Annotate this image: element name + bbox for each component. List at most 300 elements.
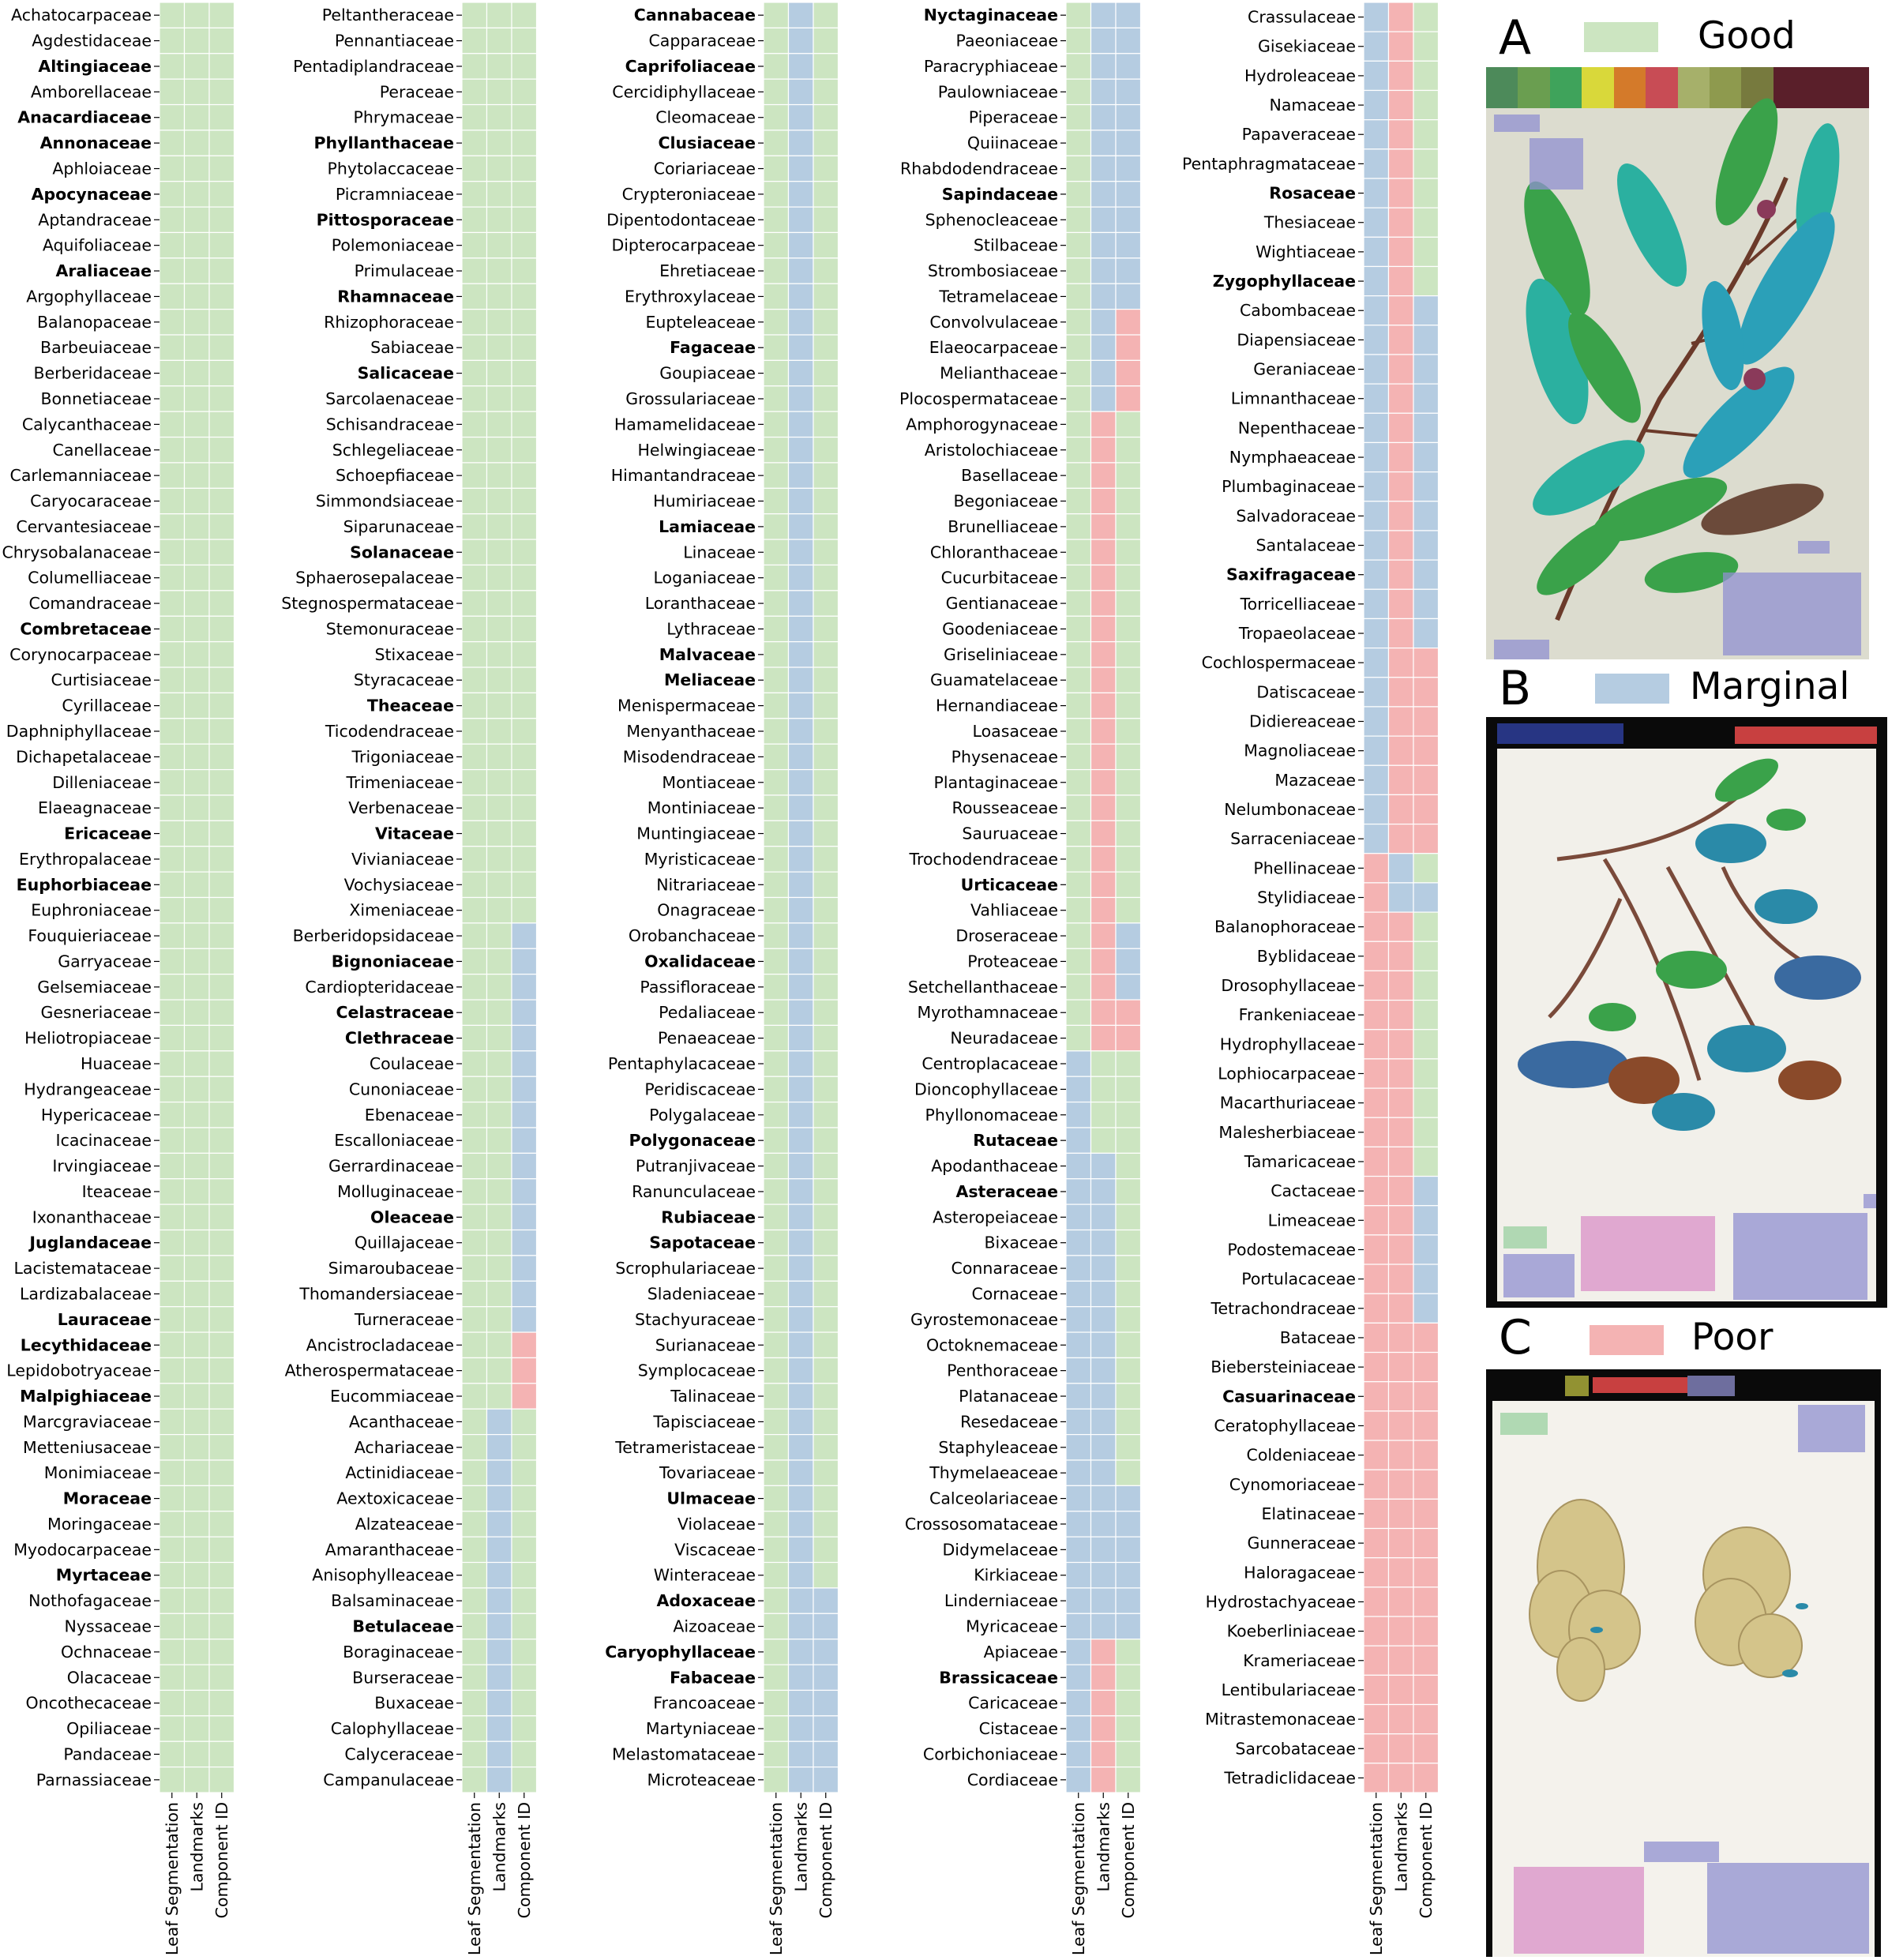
- heatmap-cell: [1364, 971, 1389, 1000]
- heatmap-cell: [512, 283, 537, 309]
- y-tick-label: Centroplacaceae: [921, 1054, 1058, 1074]
- heatmap-cell: [1413, 560, 1439, 589]
- heatmap-cell: [462, 642, 487, 667]
- y-tick-label: Gerrardinaceae: [328, 1156, 454, 1176]
- heatmap-cell: [1389, 1088, 1414, 1117]
- heatmap-cell: [1389, 325, 1414, 355]
- heatmap-cell: [1091, 847, 1117, 872]
- y-tick-label: Phytolaccaceae: [327, 159, 454, 178]
- heatmap-cell: [185, 1204, 210, 1230]
- heatmap-cell: [487, 539, 512, 565]
- heatmap-cell: [764, 2, 789, 28]
- heatmap-cell: [789, 360, 814, 385]
- heatmap-cell: [487, 693, 512, 718]
- heatmap-cell: [813, 1716, 839, 1741]
- heatmap-cell: [209, 386, 235, 411]
- heatmap-cell: [1091, 1000, 1117, 1025]
- heatmap-cell: [1413, 1705, 1439, 1734]
- heatmap-cell: [1389, 1646, 1414, 1675]
- heatmap-cell: [462, 488, 487, 513]
- y-tick-label: Ticodendraceae: [325, 721, 454, 741]
- heatmap-cell: [185, 667, 210, 693]
- heatmap-cell: [462, 820, 487, 846]
- y-tick-label: Goupiaceae: [659, 363, 756, 383]
- y-tick-label: Anacardiaceae: [17, 107, 152, 127]
- heatmap-cell: [209, 232, 235, 257]
- y-tick-label: Stylidiaceae: [1257, 888, 1356, 907]
- heatmap-cell: [512, 616, 537, 641]
- heatmap-cell: [1091, 1511, 1117, 1537]
- y-tick-label: Lophiocarpaceae: [1218, 1064, 1356, 1083]
- y-tick-label: Ebenaceae: [364, 1105, 454, 1125]
- x-tick-label: Leaf Segmentation: [162, 1802, 182, 1956]
- heatmap-cell: [813, 820, 839, 846]
- y-tick-label: Coulaceae: [369, 1054, 454, 1074]
- heatmap-cell: [185, 539, 210, 565]
- heatmap-cell: [185, 642, 210, 667]
- heatmap-cell: [462, 770, 487, 795]
- heatmap-cell: [512, 360, 537, 385]
- heatmap-cell: [789, 105, 814, 130]
- heatmap-cell: [487, 616, 512, 641]
- heatmap-cell: [764, 667, 789, 693]
- heatmap-cell: [1091, 411, 1117, 437]
- heatmap-cell: [1364, 589, 1389, 618]
- heatmap-cell: [487, 488, 512, 513]
- heatmap-cell: [1091, 642, 1117, 667]
- heatmap-cell: [1413, 208, 1439, 237]
- heatmap-cell: [160, 642, 185, 667]
- heatmap-cell: [185, 1179, 210, 1204]
- y-tick-label: Acanthaceae: [348, 1412, 454, 1432]
- heatmap-cell: [813, 1179, 839, 1204]
- y-tick-label: Eucommiaceae: [329, 1387, 454, 1406]
- heatmap-cell: [1116, 1256, 1141, 1281]
- heatmap-cell: [512, 130, 537, 156]
- y-tick-label: Opiliaceae: [66, 1719, 152, 1739]
- heatmap-cell: [764, 974, 789, 1000]
- y-tick-label: Cervantesiaceae: [16, 516, 152, 536]
- y-tick-label: Brassicaceae: [939, 1668, 1058, 1688]
- heatmap-cell: [487, 1025, 512, 1050]
- y-tick-label: Stachyuraceae: [634, 1309, 756, 1329]
- heatmap-cell: [764, 1613, 789, 1639]
- y-tick-label: Pentaphragmataceae: [1181, 154, 1356, 174]
- heatmap-cell: [1066, 1639, 1091, 1665]
- heatmap-cell: [764, 1690, 789, 1715]
- y-tick-label: Crossosomataceae: [904, 1514, 1058, 1534]
- heatmap-cell: [1091, 1307, 1117, 1332]
- y-tick-label: Elatinaceae: [1261, 1504, 1356, 1523]
- heatmap-cell: [487, 820, 512, 846]
- heatmap-cell: [487, 207, 512, 232]
- heatmap-cell: [1116, 360, 1141, 385]
- heatmap-cell: [1413, 883, 1439, 912]
- institution-seal-box: [1503, 1254, 1575, 1297]
- y-tick-label: Phyllonomaceae: [925, 1105, 1058, 1125]
- heatmap-cell: [487, 1384, 512, 1409]
- heatmap-cell: [1364, 1616, 1389, 1646]
- heatmap-cell: [813, 258, 839, 283]
- y-tick-label: Bixaceae: [984, 1233, 1058, 1252]
- heatmap-cell: [160, 693, 185, 718]
- heatmap-cell: [185, 1460, 210, 1485]
- heatmap-cell: [1066, 1511, 1091, 1537]
- heatmap-cell: [160, 898, 185, 923]
- heatmap-cell: [185, 1000, 210, 1025]
- heatmap-cell: [789, 283, 814, 309]
- heatmap-cell: [1389, 883, 1414, 912]
- y-tick-label: Hydrangeaceae: [24, 1080, 152, 1099]
- heatmap-cell: [1389, 32, 1414, 61]
- heatmap-cell: [813, 1153, 839, 1178]
- y-tick-label: Hydrostachyaceae: [1205, 1592, 1356, 1612]
- heatmap-cell: [1389, 560, 1414, 589]
- y-tick-label: Schlegeliaceae: [332, 440, 454, 460]
- heatmap-cell: [789, 1639, 814, 1665]
- heatmap-cell: [1066, 283, 1091, 309]
- heatmap-cell: [160, 79, 185, 104]
- heatmap-cell: [185, 1307, 210, 1332]
- heatmap-cell: [1413, 1235, 1439, 1264]
- heatmap-cell: [487, 283, 512, 309]
- heatmap-cell: [512, 1613, 537, 1639]
- y-tick-label: Verbenaceae: [348, 798, 454, 818]
- heatmap-cell: [1066, 1076, 1091, 1102]
- legend-poor-label: Poor: [1691, 1316, 1774, 1359]
- heatmap-cell: [764, 1256, 789, 1281]
- heatmap-cell: [764, 28, 789, 53]
- heatmap-cell: [789, 1102, 814, 1128]
- heatmap-cell: [462, 1332, 487, 1357]
- y-tick-label: Corbichoniaceae: [922, 1744, 1058, 1764]
- y-tick-label: Tetrameristaceae: [615, 1437, 756, 1457]
- heatmap-cell: [789, 1767, 814, 1793]
- heatmap-cell: [512, 1716, 537, 1741]
- heatmap-cell: [487, 1076, 512, 1102]
- y-tick-label: Tetramelaceae: [939, 287, 1058, 306]
- y-tick-label: Curtisiaceae: [51, 670, 152, 690]
- y-tick-label: Phellinaceae: [1253, 858, 1356, 878]
- heatmap-cell: [185, 1102, 210, 1128]
- heatmap-cell: [1413, 1206, 1439, 1235]
- heatmap-cell: [1413, 1675, 1439, 1704]
- heatmap-cell: [209, 1563, 235, 1588]
- heatmap-cell: [1364, 765, 1389, 794]
- heatmap-cell: [789, 1256, 814, 1281]
- heatmap-cell: [160, 1102, 185, 1128]
- heatmap-cell: [1389, 1470, 1414, 1499]
- heatmap-cell: [209, 1767, 235, 1793]
- y-tick-label: Altingiaceae: [38, 56, 152, 76]
- y-tick-label: Carlemanniaceae: [9, 466, 152, 486]
- heatmap-cell: [1389, 794, 1414, 824]
- heatmap-cell: [462, 411, 487, 437]
- y-tick-label: Dichapetalaceae: [16, 747, 152, 767]
- heatmap-cell: [813, 130, 839, 156]
- heatmap-cell: [185, 182, 210, 207]
- y-tick-label: Siparunaceae: [343, 516, 454, 536]
- heatmap-cell: [789, 872, 814, 897]
- heatmap-cell: [1364, 1411, 1389, 1440]
- heatmap-cell: [185, 1051, 210, 1076]
- heatmap-cell: [185, 820, 210, 846]
- heatmap-cell: [487, 1460, 512, 1485]
- y-tick-label: Martyniaceae: [645, 1719, 756, 1739]
- y-tick-label: Rosaceae: [1269, 183, 1356, 203]
- heatmap-cell: [1116, 54, 1141, 79]
- heatmap-cell: [487, 1357, 512, 1383]
- heatmap-cell: [789, 156, 814, 181]
- heatmap-cell: [185, 411, 210, 437]
- heatmap-cell: [487, 514, 512, 539]
- heatmap-cell: [1389, 1616, 1414, 1646]
- x-tick-label: Component ID: [514, 1802, 534, 1919]
- heatmap-cell: [1116, 2, 1141, 28]
- heatmap-cell: [512, 1051, 537, 1076]
- heatmap-cell: [764, 1179, 789, 1204]
- heatmap-cell: [487, 1767, 512, 1793]
- heatmap-cell: [160, 182, 185, 207]
- heatmap-cell: [1364, 618, 1389, 648]
- heatmap-cell: [789, 1537, 814, 1562]
- heatmap-cell: [1066, 437, 1091, 463]
- heatmap-cell: [764, 1307, 789, 1332]
- heatmap-cell: [185, 616, 210, 641]
- y-tick-label: Gelsemiaceae: [37, 977, 152, 997]
- heatmap-cell: [1066, 258, 1091, 283]
- heatmap-cell: [1116, 1204, 1141, 1230]
- heatmap-cell: [209, 1460, 235, 1485]
- y-tick-label: Humiriaceae: [653, 491, 756, 511]
- barcode-box: [1503, 1226, 1547, 1248]
- heatmap-cell: [487, 1435, 512, 1460]
- heatmap-cell: [209, 1256, 235, 1281]
- y-tick-label: Penaeaceae: [657, 1028, 756, 1048]
- heatmap-cell: [1091, 1256, 1117, 1281]
- y-tick-label: Macarthuriaceae: [1219, 1093, 1356, 1113]
- heatmap-cell: [185, 1357, 210, 1383]
- heatmap-cell: [789, 1000, 814, 1025]
- heatmap-cell: [1066, 820, 1091, 846]
- heatmap-cell: [512, 1204, 537, 1230]
- heatmap-cell: [1413, 384, 1439, 413]
- heatmap-cell: [209, 1485, 235, 1511]
- heatmap-cell: [209, 1153, 235, 1178]
- heatmap-cell: [512, 411, 537, 437]
- y-tick-label: Staphyleaceae: [938, 1437, 1058, 1457]
- heatmap-cell: [487, 1511, 512, 1537]
- heatmap-cell: [1116, 1128, 1141, 1153]
- heatmap-cell: [1116, 463, 1141, 488]
- heatmap-cell: [1116, 795, 1141, 820]
- y-tick-label: Podostemaceae: [1227, 1240, 1356, 1260]
- heatmap-cell: [512, 1102, 537, 1128]
- redacted-region: [1514, 1867, 1644, 1954]
- heatmap-cell: [160, 1307, 185, 1332]
- heatmap-cell: [185, 360, 210, 385]
- heatmap-cell: [813, 795, 839, 820]
- heatmap-cell: [1066, 514, 1091, 539]
- heatmap-cell: [1091, 54, 1117, 79]
- heatmap-cell: [160, 1357, 185, 1383]
- heatmap-cell: [764, 719, 789, 744]
- y-tick-label: Tetrachondraceae: [1210, 1298, 1356, 1318]
- heatmap-cell: [487, 2, 512, 28]
- y-tick-label: Magnoliaceae: [1244, 741, 1356, 760]
- heatmap-cell: [1066, 1384, 1091, 1409]
- y-tick-label: Stixaceae: [374, 644, 454, 664]
- heatmap-cell: [1091, 1690, 1117, 1715]
- heatmap-cell: [487, 1613, 512, 1639]
- heatmap-cell: [813, 744, 839, 769]
- heatmap-cell: [1091, 1588, 1117, 1613]
- heatmap-cell: [764, 437, 789, 463]
- y-tick-label: Elaeagnaceae: [37, 798, 152, 818]
- heatmap-cell: [1116, 514, 1141, 539]
- heatmap-cell: [185, 463, 210, 488]
- y-tick-label: Dilleniaceae: [52, 772, 152, 792]
- heatmap-cell: [462, 591, 487, 616]
- y-tick-label: Calyceraceae: [344, 1744, 454, 1764]
- heatmap-cell: [462, 207, 487, 232]
- heatmap-cell: [1066, 1051, 1091, 1076]
- heatmap-cell: [185, 1230, 210, 1256]
- heatmap-cell: [160, 1409, 185, 1434]
- y-tick-label: Meliaceae: [664, 670, 756, 690]
- heatmap-cell: [512, 1230, 537, 1256]
- heatmap-cell: [185, 514, 210, 539]
- heatmap-cell: [185, 335, 210, 360]
- y-tick-label: Aphloiaceae: [52, 159, 152, 178]
- y-tick-label: Tetradiclidaceae: [1224, 1768, 1356, 1788]
- heatmap-cell: [1091, 744, 1117, 769]
- y-tick-label: Limnanthaceae: [1230, 389, 1356, 408]
- y-tick-label: Amphorogynaceae: [906, 415, 1058, 434]
- x-tick-label: Leaf Segmentation: [464, 1802, 484, 1956]
- heatmap-cell: [209, 642, 235, 667]
- y-tick-label: Schisandraceae: [325, 415, 454, 434]
- heatmap-cell: [1091, 182, 1117, 207]
- heatmap-cell: [813, 719, 839, 744]
- heatmap-cell: [789, 1511, 814, 1537]
- heatmap-cell: [1413, 1529, 1439, 1558]
- heatmap-cell: [462, 1256, 487, 1281]
- heatmap-cell: [1116, 1230, 1141, 1256]
- y-tick-label: Elaeocarpaceae: [929, 338, 1058, 358]
- heatmap-cell: [789, 795, 814, 820]
- heatmap-cell: [1091, 1332, 1117, 1357]
- heatmap-cell: [1389, 1440, 1414, 1470]
- heatmap-cell: [209, 28, 235, 53]
- y-tick-label: Aizoaceae: [673, 1616, 756, 1636]
- heatmap-cell: [1413, 648, 1439, 678]
- heatmap-cell: [1066, 1357, 1091, 1383]
- y-tick-label: Sarraceniaceae: [1230, 829, 1356, 849]
- heatmap-cell: [1091, 1179, 1117, 1204]
- y-tick-label: Talinaceae: [670, 1387, 756, 1406]
- heatmap-cell: [1116, 1076, 1141, 1102]
- heatmap-cell: [487, 1128, 512, 1153]
- y-tick-label: Fouquieriaceae: [28, 926, 152, 946]
- heatmap-cell: [1116, 1690, 1141, 1715]
- x-tick-label: Leaf Segmentation: [1366, 1802, 1386, 1956]
- y-tick-label: Saxifragaceae: [1226, 565, 1356, 584]
- y-tick-label: Moringaceae: [47, 1514, 152, 1534]
- heatmap-cell: [1066, 54, 1091, 79]
- y-tick-label: Sapindaceae: [941, 184, 1058, 204]
- y-tick-label: Menyanthaceae: [626, 721, 756, 741]
- heatmap-cell: [1413, 61, 1439, 90]
- heatmap-cell: [789, 642, 814, 667]
- heatmap-cell: [813, 411, 839, 437]
- heatmap-cell: [764, 514, 789, 539]
- y-tick-label: Proteaceae: [967, 952, 1058, 971]
- y-tick-label: Tapisciaceae: [653, 1412, 756, 1432]
- y-tick-label: Ochnaceae: [60, 1642, 152, 1661]
- y-tick-label: Calycanthaceae: [21, 415, 152, 434]
- heatmap-cell: [1091, 719, 1117, 744]
- heatmap-cell: [185, 1690, 210, 1715]
- heatmap-cell: [160, 1332, 185, 1357]
- y-tick-label: Ericaceae: [64, 824, 152, 843]
- y-tick-label: Nepenthaceae: [1237, 418, 1356, 437]
- legend-marginal-swatch: [1595, 674, 1669, 704]
- y-tick-label: Biebersteiniaceae: [1210, 1357, 1356, 1377]
- heatmap-cell: [1413, 1440, 1439, 1470]
- y-tick-label: Myodocarpaceae: [13, 1540, 152, 1560]
- y-tick-label: Pennantiaceae: [334, 31, 454, 51]
- y-tick-label: Amaranthaceae: [325, 1540, 454, 1560]
- heatmap-cell: [209, 1409, 235, 1434]
- heatmap-cell: [512, 847, 537, 872]
- heatmap-cell: [160, 667, 185, 693]
- heatmap-cell: [764, 1716, 789, 1741]
- heatmap-cell: [185, 1588, 210, 1613]
- y-tick-label: Lardizabalaceae: [20, 1284, 152, 1304]
- y-tick-label: Adoxaceae: [656, 1591, 756, 1611]
- heatmap-cell: [813, 539, 839, 565]
- heatmap-cell: [813, 1613, 839, 1639]
- heatmap-cell: [512, 1588, 537, 1613]
- heatmap-cell: [512, 310, 537, 335]
- heatmap-cell: [462, 335, 487, 360]
- heatmap-cell: [462, 1409, 487, 1434]
- y-tick-label: Aquifoliaceae: [42, 235, 152, 255]
- heatmap-cell: [1091, 923, 1117, 948]
- heatmap-cell: [462, 539, 487, 565]
- y-tick-label: Gunneraceae: [1247, 1534, 1356, 1553]
- heatmap-cell: [512, 795, 537, 820]
- heatmap-cell: [160, 1613, 185, 1639]
- y-tick-label: Melastomataceae: [611, 1744, 756, 1764]
- heatmap-cell: [1091, 667, 1117, 693]
- heatmap-cell: [1364, 1499, 1389, 1528]
- heatmap-cell: [1091, 1230, 1117, 1256]
- y-tick-label: Irvingiaceae: [52, 1156, 152, 1176]
- heatmap-cell: [1364, 32, 1389, 61]
- y-tick-label: Campanulaceae: [323, 1770, 454, 1789]
- heatmap-cell: [160, 974, 185, 1000]
- heatmap-cell: [209, 310, 235, 335]
- heatmap-cell: [1389, 1587, 1414, 1616]
- heatmap-cell: [1116, 1307, 1141, 1332]
- heatmap-cell: [1066, 1485, 1091, 1511]
- heatmap-cell: [1116, 1563, 1141, 1588]
- heatmap-cell: [209, 565, 235, 590]
- heatmap-cell: [1413, 149, 1439, 178]
- heatmap-cell: [462, 182, 487, 207]
